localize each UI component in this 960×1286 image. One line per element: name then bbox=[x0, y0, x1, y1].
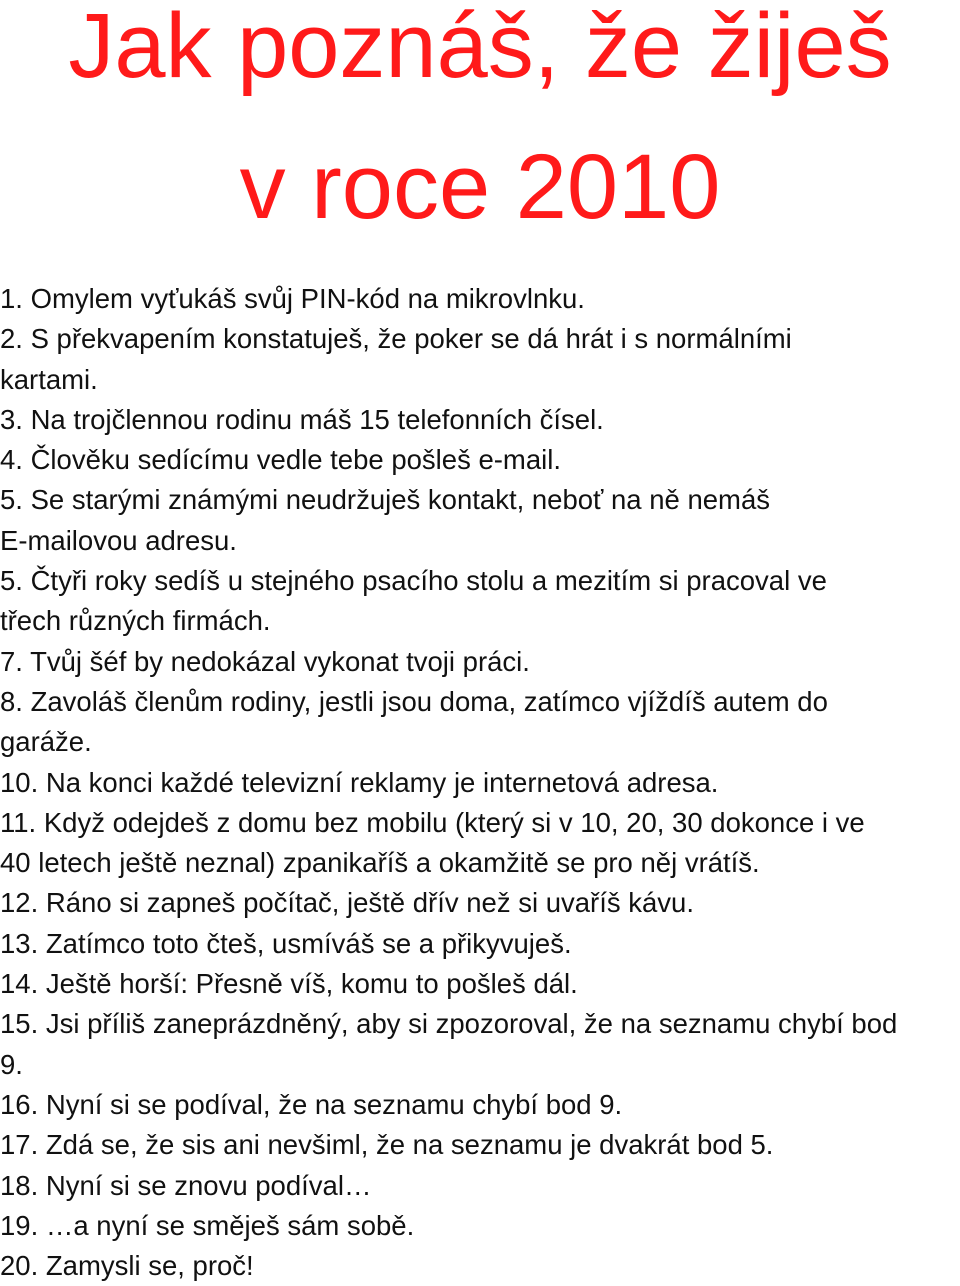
list-item: 3. Na trojčlennou rodinu máš 15 telefonních čísel. bbox=[0, 403, 604, 435]
list-item: 10. Na konci každé televizní reklamy je internetová adresa. bbox=[0, 766, 719, 798]
list-item: 14. Ještě horší: Přesně víš, komu to pošleš dál. bbox=[0, 968, 578, 1000]
list-item: 12. Ráno si zapneš počítač, ještě dřív než si uvaříš kávu. bbox=[0, 887, 694, 919]
page-title-line-1: Jak poznáš, že žiješ bbox=[68, 0, 892, 97]
list-item: 5. Čtyři roky sedíš u stejného psacího stolu a mezitím si pracoval ve bbox=[0, 565, 827, 597]
list-item: 7. Tvůj šéf by nedokázal vykonat tvoji práci. bbox=[0, 645, 530, 677]
joke-list bbox=[0, 279, 958, 1286]
list-item: 13. Zatímco toto čteš, usmíváš se a přikyvuješ. bbox=[0, 927, 572, 959]
page-title-line-2: v roce 2010 bbox=[239, 136, 721, 238]
list-item: kartami. bbox=[0, 363, 98, 395]
list-item: E-mailovou adresu. bbox=[0, 524, 237, 556]
list-item: 16. Nyní si se podíval, že na seznamu chybí bod 9. bbox=[0, 1088, 623, 1120]
list-item: 4. Člověku sedícímu vedle tebe pošleš e-mail. bbox=[0, 444, 561, 476]
list-item: 18. Nyní si se znovu podíval… bbox=[0, 1169, 372, 1201]
list-item: 17. Zdá se, že sis ani nevšiml, že na seznamu je dvakrát bod 5. bbox=[0, 1129, 774, 1161]
list-item: třech různých firmách. bbox=[0, 605, 271, 637]
list-item: 8. Zavoláš členům rodiny, jestli jsou doma, zatímco vjíždíš autem do bbox=[0, 685, 828, 717]
list-item: 5. Se starými známými neudržuješ kontakt, neboť na ně nemáš bbox=[0, 484, 770, 516]
list-item: 40 letech ještě neznal) zpanikaříš a okamžitě se pro něj vrátíš. bbox=[0, 847, 760, 879]
list-item: garáže. bbox=[0, 726, 92, 758]
list-item: 9. bbox=[0, 1048, 23, 1080]
list-item: 11. Když odejdeš z domu bez mobilu (který si v 10, 20, 30 dokonce i ve bbox=[0, 806, 865, 838]
list-item: 19. …a nyní se směješ sám sobě. bbox=[0, 1209, 415, 1241]
list-item: 1. Omylem vyťukáš svůj PIN-kód na mikrovlnku. bbox=[0, 283, 585, 314]
list-item: 2. S překvapením konstatuješ, že poker se dá hrát i s normálními bbox=[0, 323, 792, 355]
list-item: 20. Zamysli se, proč! bbox=[0, 1250, 254, 1282]
list-item: 15. Jsi příliš zaneprázdněný, aby si zpozoroval, že na seznamu chybí bod bbox=[0, 1008, 898, 1040]
